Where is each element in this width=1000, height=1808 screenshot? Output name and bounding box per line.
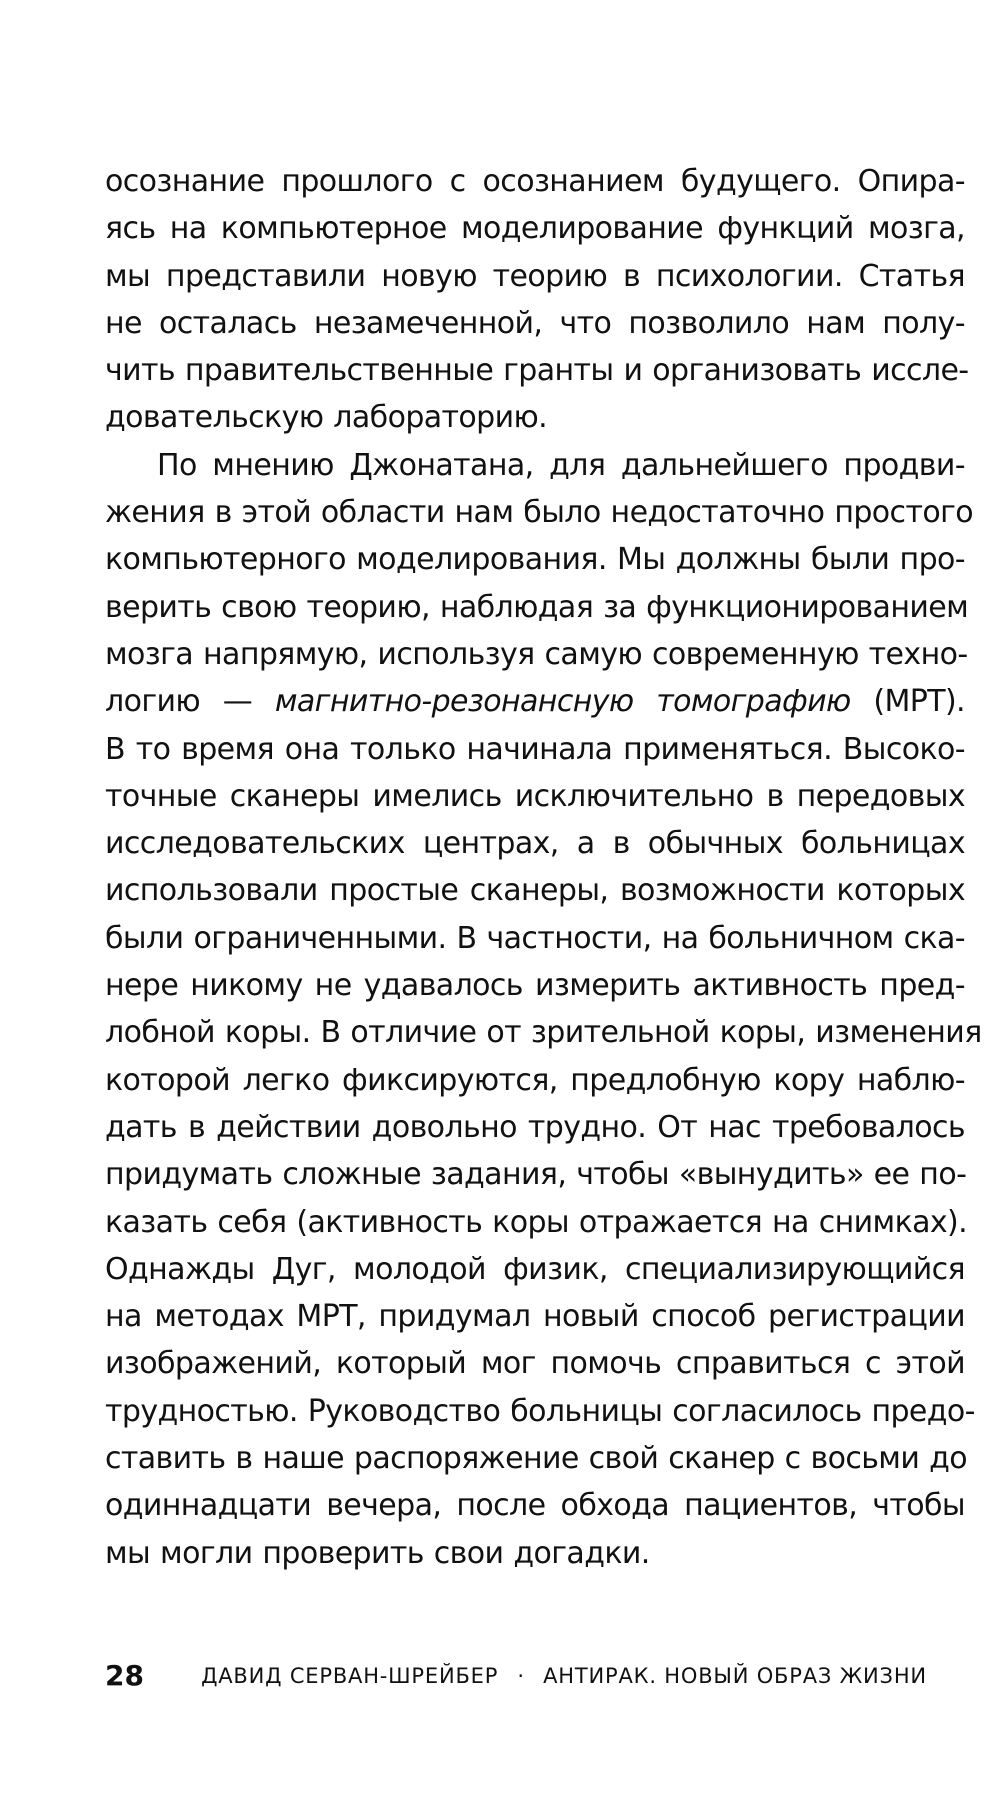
text-segment: логию — (105, 684, 275, 720)
running-head-separator: · (517, 1663, 524, 1688)
paragraph (105, 442, 982, 1577)
running-head-title: АНТИРАК. НОВЫЙ ОБРАЗ ЖИЗНИ (543, 1663, 927, 1688)
paragraph (105, 158, 969, 442)
text-line: нере никому не удавалось измерить активность пред- (105, 968, 965, 1004)
text-line: трудностью. Руководство больницы согласилось предо- (105, 1393, 975, 1429)
text-line: мы могли проверить свои догадки. (105, 1535, 650, 1571)
text-line: были ограниченными. В частности, на больничном ска- (105, 920, 965, 956)
body-text (105, 158, 982, 1577)
text-segment: (МРТ). (850, 684, 965, 720)
page-footer (105, 1655, 965, 1695)
text-line: жения в этой области нам было недостаточно простого (105, 495, 973, 531)
text-line: В то время она только начинала применяться. Высоко- (105, 731, 965, 767)
text-line: использовали простые сканеры, возможности которых (105, 873, 965, 909)
text-line: ясь на компьютерное моделирование функций мозга, (105, 211, 965, 247)
text-line: казать себя (активность коры отражается на снимках). (105, 1204, 968, 1240)
text-line (105, 678, 965, 725)
page-number: 28 (105, 1658, 144, 1692)
text-line: верить свою теорию, наблюдая за функционированием (105, 589, 969, 625)
text-line: не осталась незамеченной, что позволило нам полу- (105, 305, 965, 341)
text-line: Однажды Дуг, молодой физик, специализирующийся (105, 1251, 965, 1287)
text-line: ставить в наше распоряжение свой сканер с восьми до (105, 1441, 968, 1477)
text-line: компьютерного моделирования. Мы должны были про- (105, 542, 965, 578)
text-line: довательскую лабораторию. (105, 400, 548, 436)
text-line: По мнению Джонатана, для дальнейшего продви- (157, 447, 965, 483)
text-line: лобной коры. В отличие от зрительной коры, изменения (105, 1015, 982, 1051)
text-line: изображений, который мог помочь справиться с этой (105, 1346, 965, 1382)
text-line: которой легко фиксируются, предлобную кору наблю- (105, 1062, 965, 1098)
text-line: осознание прошлого с осознанием будущего. Опира- (105, 164, 965, 199)
text-line: точные сканеры имелись исключительно в передовых (105, 778, 965, 814)
text-line: дать в действии довольно трудно. От нас требовалось (105, 1109, 965, 1145)
text-line: исследовательских центрах, а в обычных больницах (105, 826, 965, 862)
text-line: придумать сложные задания, чтобы «вынудить» ее по- (105, 1157, 967, 1193)
italic-term: магнитно-резонансную томографию (274, 684, 851, 720)
text-line: одиннадцати вечера, после обхода пациентов, чтобы (105, 1488, 965, 1524)
text-line: мы представили новую теорию в психологии. Статья (105, 258, 965, 294)
text-line: чить правительственные гранты и организовать иссле- (105, 353, 969, 389)
text-line: мозга напрямую, используя самую современную техно- (105, 636, 968, 672)
text-line: на методах МРТ, придумал новый способ регистрации (105, 1299, 965, 1335)
running-head-author: ДАВИД СЕРВАН-ШРЕЙБЕР (201, 1663, 499, 1688)
